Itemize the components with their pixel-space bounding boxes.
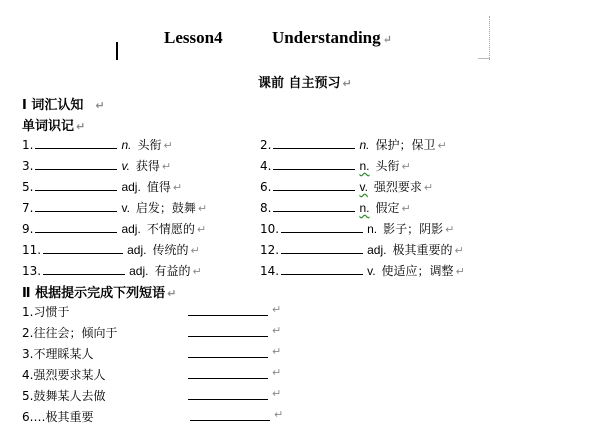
phrase-answer-blank[interactable] <box>188 304 268 316</box>
part-of-speech: v. <box>121 159 130 173</box>
phrase-number: 1. <box>22 305 34 319</box>
paragraph-mark: ↵ <box>272 303 282 316</box>
vocab-answer-blank[interactable] <box>273 137 355 149</box>
phrase-number: 5. <box>22 389 34 403</box>
vocab-item <box>22 262 202 279</box>
vocab-meaning: 强烈要求 <box>373 180 422 194</box>
section-1-label: Ⅰ 词汇认知 <box>22 98 84 113</box>
vocab-item <box>22 157 171 174</box>
vocab-answer-blank[interactable] <box>35 158 117 170</box>
section-2-label: Ⅱ 根据提示完成下列短语 <box>22 286 166 301</box>
vocab-meaning: 影子；阴影 <box>383 222 444 236</box>
paragraph-mark: ↵ <box>172 181 183 194</box>
vocab-number: 8. <box>260 201 272 215</box>
phrase-answer-blank[interactable] <box>188 367 268 379</box>
paragraph-mark: ↵ <box>401 160 411 173</box>
paragraph-mark: ↵ <box>454 244 464 257</box>
vocab-item <box>260 178 433 195</box>
vocab-answer-blank[interactable] <box>35 137 117 149</box>
vocab-item <box>22 241 200 258</box>
paragraph-mark: ↵ <box>196 223 207 236</box>
paragraph-mark: ↵ <box>272 366 282 379</box>
paragraph-mark: ↵ <box>423 181 434 194</box>
part-of-speech: v. <box>367 264 376 278</box>
phrase-item <box>22 303 69 320</box>
phrase-item <box>22 387 105 404</box>
lesson-title <box>272 28 392 48</box>
paragraph-mark: ↵ <box>161 160 172 173</box>
paragraph-mark: ↵ <box>95 99 105 112</box>
phrase-hint: 习惯于 <box>33 305 70 319</box>
vocab-meaning: 启发；鼓舞 <box>135 201 196 215</box>
vocab-number: 11. <box>22 243 42 257</box>
vocab-number: 12. <box>260 243 280 257</box>
vocab-answer-blank[interactable] <box>273 158 355 170</box>
part-of-speech: v. <box>121 201 130 215</box>
phrase-answer-blank[interactable] <box>188 346 268 358</box>
vocab-number: 2. <box>260 138 272 152</box>
section-subheading <box>22 115 85 134</box>
vocab-number: 6. <box>260 180 272 194</box>
margin-corner <box>478 58 490 59</box>
vocab-item <box>260 157 411 174</box>
vocab-item <box>260 136 447 153</box>
part-of-speech: adj. <box>127 243 147 257</box>
vocab-number: 1. <box>22 138 34 152</box>
paragraph-mark: ↵ <box>163 139 173 152</box>
vocab-meaning: 头衔 <box>137 138 162 152</box>
lesson-title-text: Understanding <box>272 28 381 47</box>
vocab-number: 10. <box>260 222 280 236</box>
part-of-speech: n. <box>121 138 132 152</box>
paragraph-mark: ↵ <box>437 139 447 152</box>
vocab-number: 4. <box>260 159 272 173</box>
paragraph-mark: ↵ <box>272 345 282 358</box>
part-of-speech: n. <box>359 201 370 215</box>
section-heading-1 <box>22 94 105 113</box>
phrase-number: 4. <box>22 368 34 382</box>
part-of-speech: n. <box>359 159 370 173</box>
vocab-answer-blank[interactable] <box>35 179 117 191</box>
phrase-hint: 往往会；倾向于 <box>33 326 118 340</box>
vocab-number: 3. <box>22 159 34 173</box>
paragraph-mark: ↵ <box>382 34 392 46</box>
text-cursor <box>116 42 118 60</box>
vocab-item <box>260 262 465 279</box>
subtitle <box>258 72 352 91</box>
vocab-number: 7. <box>22 201 34 215</box>
phrase-number: 3. <box>22 347 34 361</box>
vocab-number: 13. <box>22 264 42 278</box>
paragraph-mark: ↵ <box>455 265 465 278</box>
paragraph-mark: ↵ <box>76 120 86 133</box>
vocab-meaning: 头衔 <box>375 159 400 173</box>
vocab-meaning: 获得 <box>135 159 160 173</box>
vocab-item <box>22 220 206 237</box>
paragraph-mark: ↵ <box>445 223 455 236</box>
phrase-item <box>22 345 93 362</box>
phrase-item <box>22 408 93 425</box>
part-of-speech: v. <box>359 180 368 194</box>
section-1-sub-label: 单词识记 <box>22 119 75 134</box>
part-of-speech: adj. <box>129 264 149 278</box>
vocab-meaning: 有益的 <box>154 264 191 278</box>
vocab-meaning: 假定 <box>375 201 400 215</box>
vocab-item <box>22 178 182 195</box>
phrase-hint: …极其重要 <box>33 410 94 424</box>
subtitle-text: 课前 自主预习 <box>258 76 341 91</box>
paragraph-mark: ↵ <box>274 408 284 421</box>
part-of-speech: adj. <box>121 222 141 236</box>
part-of-speech: adj. <box>367 243 387 257</box>
paragraph-mark: ↵ <box>342 77 352 90</box>
phrase-item <box>22 324 117 341</box>
vocab-item <box>260 199 411 216</box>
vocab-number: 14. <box>260 264 280 278</box>
vocab-meaning: 极其重要的 <box>392 243 453 257</box>
phrase-number: 2. <box>22 326 34 340</box>
vocab-item <box>260 241 464 258</box>
vocab-item <box>22 136 173 153</box>
paragraph-mark: ↵ <box>197 202 208 215</box>
vocab-answer-blank[interactable] <box>35 221 117 233</box>
paragraph-mark: ↵ <box>272 387 282 400</box>
part-of-speech: adj. <box>121 180 141 194</box>
part-of-speech: n. <box>367 222 378 236</box>
vocab-item <box>260 220 454 237</box>
section-heading-2 <box>22 282 176 301</box>
part-of-speech: n. <box>359 138 370 152</box>
paragraph-mark: ↵ <box>192 265 202 278</box>
phrase-item <box>22 366 105 383</box>
phrase-answer-blank[interactable] <box>188 388 268 400</box>
vocab-meaning: 保护；保卫 <box>375 138 436 152</box>
vocab-answer-blank[interactable] <box>281 263 363 275</box>
vocab-answer-blank[interactable] <box>273 179 355 191</box>
paragraph-mark: ↵ <box>167 287 177 300</box>
phrase-hint: 不理睬某人 <box>33 347 94 361</box>
margin-guide <box>489 16 490 60</box>
vocab-answer-blank[interactable] <box>43 263 125 275</box>
lesson-number: Lesson4 <box>164 28 223 47</box>
vocab-answer-blank[interactable] <box>35 200 117 212</box>
vocab-answer-blank[interactable] <box>43 242 123 254</box>
paragraph-mark: ↵ <box>401 202 411 215</box>
vocab-number: 9. <box>22 222 34 236</box>
vocab-answer-blank[interactable] <box>281 221 363 233</box>
phrase-number: 6. <box>22 410 34 424</box>
vocab-meaning: 不情愿的 <box>146 222 195 236</box>
vocab-answer-blank[interactable] <box>273 200 355 212</box>
clipped-text-line <box>258 60 328 62</box>
vocab-meaning: 值得 <box>146 180 171 194</box>
paragraph-mark: ↵ <box>272 324 282 337</box>
vocab-item <box>22 199 207 216</box>
vocab-number: 5. <box>22 180 34 194</box>
vocab-meaning: 传统的 <box>152 243 189 257</box>
paragraph-mark: ↵ <box>190 244 200 257</box>
phrase-hint: 鼓舞某人去做 <box>33 389 106 403</box>
vocab-answer-blank[interactable] <box>281 242 363 254</box>
phrase-hint: 强烈要求某人 <box>33 368 106 382</box>
phrase-answer-blank[interactable] <box>190 409 270 421</box>
phrase-answer-blank[interactable] <box>188 325 268 337</box>
vocab-meaning: 使适应；调整 <box>381 264 454 278</box>
